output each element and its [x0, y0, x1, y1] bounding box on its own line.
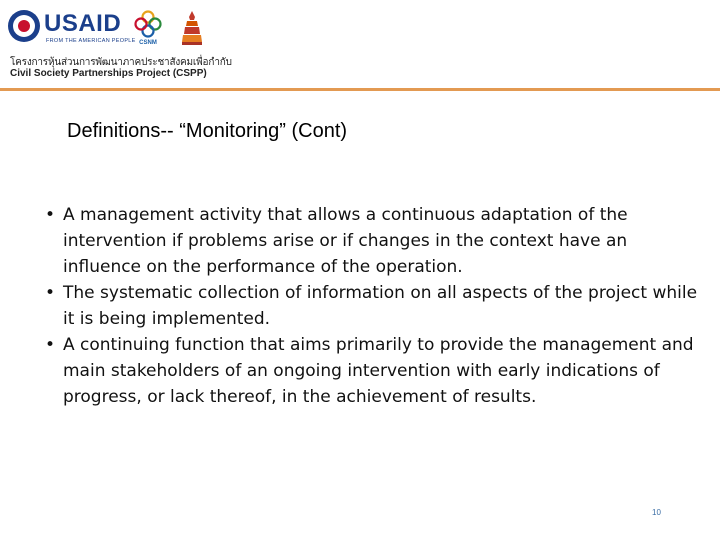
bullet-text: A continuing function that aims primarily to provide the management and main stakeholders of an ongoing intervention with early indications of progress, or lack thereof, in the achievement of results. — [63, 335, 694, 407]
page-number: 10 — [652, 508, 661, 517]
bullet-text: The systematic collection of information on all aspects of the project while it is being implemented. — [63, 283, 698, 329]
slide-title: Definitions-- “Monitoring” (Cont) — [67, 120, 348, 142]
bullet-item — [45, 280, 705, 332]
usaid-tagline: FROM THE AMERICAN PEOPLE — [46, 38, 136, 44]
header-divider — [0, 88, 720, 91]
bullet-list — [45, 202, 705, 410]
usaid-logo — [8, 8, 136, 50]
bullet-marker: • — [45, 283, 56, 303]
csnm-flower-icon — [134, 10, 162, 38]
csnm-logo — [130, 10, 166, 52]
usaid-seal-icon — [8, 10, 40, 42]
university-crest-icon — [180, 10, 204, 46]
bullet-item — [45, 332, 705, 410]
bullet-item — [45, 202, 705, 280]
bullet-marker: • — [45, 335, 56, 355]
project-thai-title: โครงการหุ้นส่วนการพัฒนาภาคประชาสังคมเพื่อกำกับ — [10, 57, 232, 68]
project-english-title: Civil Society Partnerships Project (CSPP) — [10, 68, 207, 79]
bullet-text: A management activity that allows a continuous adaptation of the intervention if problems arise or if changes in the context have an influence on the performance of the operation. — [63, 205, 628, 277]
bullet-marker: • — [45, 205, 56, 225]
usaid-logo-text: USAID — [44, 10, 122, 37]
header — [0, 0, 720, 92]
csnm-logo-text: CSNM — [139, 40, 157, 46]
